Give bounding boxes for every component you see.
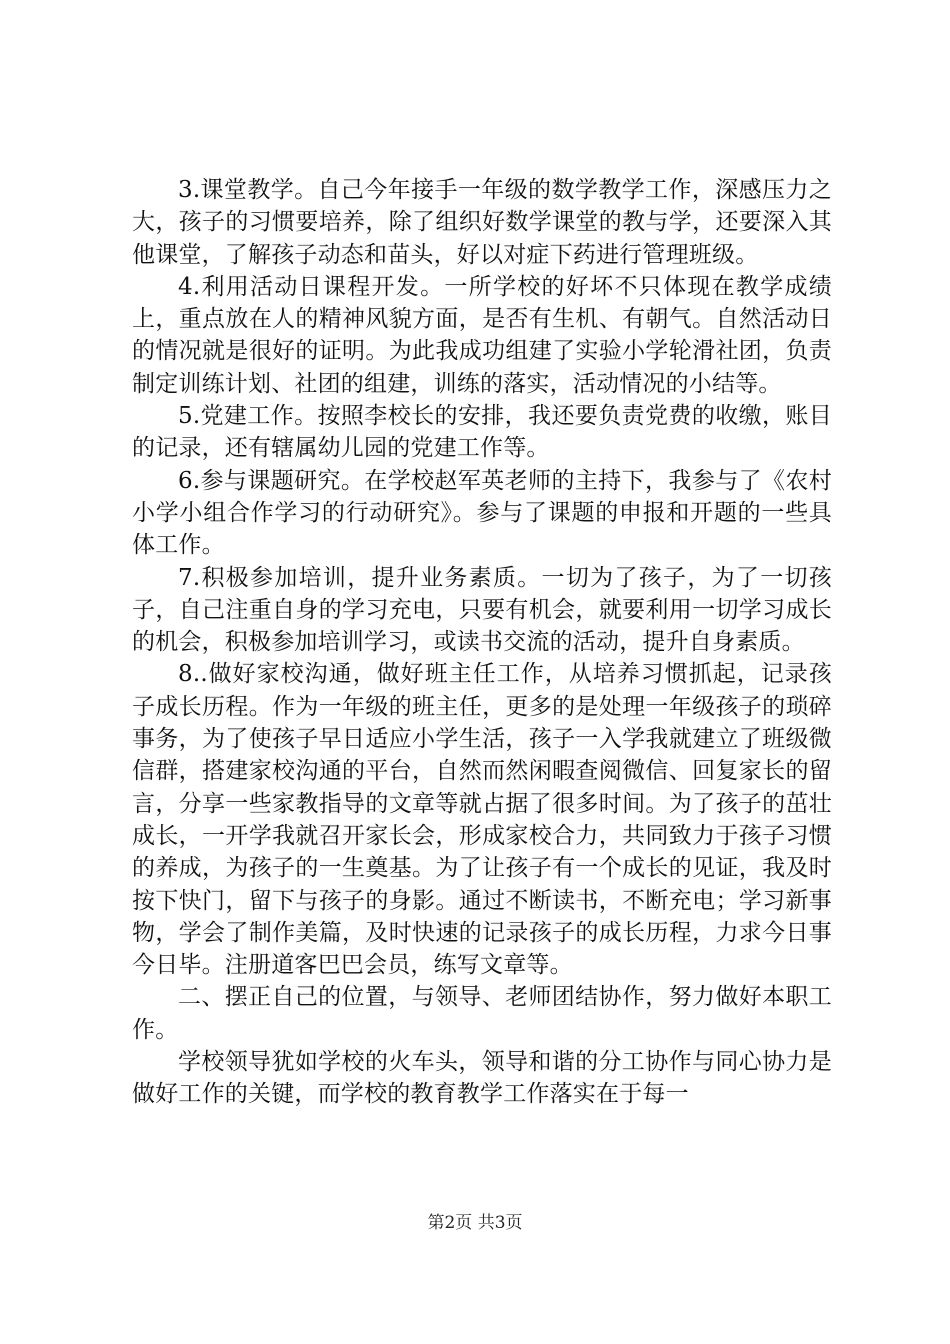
paragraph-classroom-teaching: 3.课堂教学。自己今年接手一年级的数学教学工作，深感压力之大，孩子的习惯要培养，除了组织好数学课堂的教与学，还要深入其他课堂，了解孩子动态和苗头，好以对症下药进行管理班级。 — [132, 177, 832, 268]
paragraph-home-school: 8..做好家校沟通，做好班主任工作，从培养习惯抓起，记录孩子成长历程。作为一年级的班主任，更多的是处理一年级孩子的琐碎事务，为了使孩子早日适应小学生活，孩子一入学我就建立了班级微信群，搭建家校沟通的平台，自然而然闲暇查阅微信、回复家长的留言，分享一些家教指导的文章等就占据了很多时间。为了孩子的茁壮成长，一开学我就召开家长会，形成家校合力，共同致力于孩子习惯的养成，为孩子的一生奠基。为了让孩子有一个成长的见证，我及时按下快门，留下与孩子的身影。通过不断读书，不断充电；学习新事物，学会了制作美篇，及时快速的记录孩子的成长历程，力求今日事今日毕。注册道客巴巴会员，练写文章等。 — [132, 661, 832, 979]
page-footer: 第2页 共3页 — [427, 1213, 523, 1233]
paragraph-activity-day: 4.利用活动日课程开发。一所学校的好坏不只体现在教学成绩上，重点放在人的精神风貌方面，是否有生机、有朝气。自然活动日的情况就是很好的证明。为此我成功组建了实验小学轮滑社团，负责制定训练计划、社团的组建，训练的落实，活动情况的小结等。 — [132, 273, 832, 397]
paragraph-party-building: 5.党建工作。按照李校长的安排，我还要负责党费的收缴，账目的记录，还有辖属幼儿园的党建工作等。 — [132, 403, 832, 462]
paragraph-leadership: 学校领导犹如学校的火车头，领导和谐的分工协作与同心协力是做好工作的关键，而学校的教育教学工作落实在于每一 — [132, 1049, 832, 1108]
section-heading-two: 二、摆正自己的位置，与领导、老师团结协作，努力做好本职工作。 — [132, 984, 832, 1043]
document-body — [132, 174, 832, 1111]
paragraph-research: 6.参与课题研究。在学校赵军英老师的主持下，我参与了《农村小学小组合作学习的行动研究》。参与了课题的申报和开题的一些具体工作。 — [132, 467, 832, 559]
paragraph-training: 7.积极参加培训，提升业务素质。一切为了孩子，为了一切孩子，自己注重自身的学习充电，只要有机会，就要利用一切学习成长的机会，积极参加培训学习，或读书交流的活动，提升自身素质。 — [132, 564, 832, 656]
